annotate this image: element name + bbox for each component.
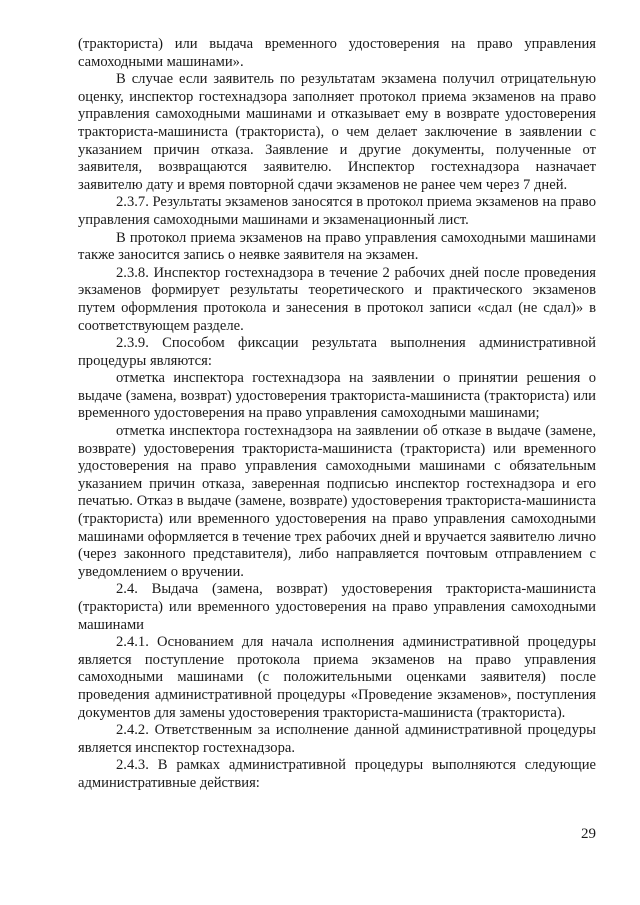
paragraph-mark-refusal: отметка инспектора гостехнадзора на заявлении об отказе в выдаче (замене, возврате) удостоверения тракториста-машиниста (тракториста) или временного удостоверения на право управления самоходными машинами с обязательным указанием причин отказа, заверенная подписью инспектор гостехнадзора и его печатью. Отказ в выдаче (замене, возврате) удостоверения тракториста-машиниста (тракториста) или временного удостоверения на право управления самоходными машинами оформляется в течение трех рабочих дней и вручается заявителю лично (через законного представителя), либо направляется почтовым отправлением с уведомлением о вручении.: [78, 423, 596, 580]
paragraph-2-4: 2.4. Выдача (замена, возврат) удостоверения тракториста-машиниста (тракториста) или временного удостоверения на право управления самоходными машинами: [78, 581, 596, 633]
page-number: 29: [581, 826, 596, 842]
paragraph-2-4-1: 2.4.1. Основанием для начала исполнения административной процедуры является поступление протокола приема экзаменов на право управления самоходными машинами (с положительными оценками заявителя) после проведения административной процедуры «Проведение экзаменов», поступления документов для замены удостоверения тракториста-машиниста (тракториста).: [78, 634, 596, 721]
paragraph-2-4-2: 2.4.2. Ответственным за исполнение данной административной процедуры является инспектор гостехнадзора.: [78, 722, 596, 756]
paragraph-2-3-8: 2.3.8. Инспектор гостехнадзора в течение 2 рабочих дней после проведения экзаменов формирует результаты теоретического и практического экзаменов путем оформления протокола и занесения в протокол записи «сдал (не сдал)» в соответствующем разделе.: [78, 264, 596, 334]
paragraph-continuation: (тракториста) или выдача временного удостоверения на право управления самоходными машинами».: [78, 36, 596, 70]
paragraph-2-3-9: 2.3.9. Способом фиксации результата выполнения административной процедуры являются:: [78, 335, 596, 369]
paragraph-mark-decision: отметка инспектора гостехнадзора на заявлении о принятии решения о выдаче (замена, возврат) удостоверения тракториста-машиниста (тракториста) или временного удостоверения на право управления самоходными машинами;: [78, 370, 596, 422]
paragraph-negative-result: В случае если заявитель по результатам экзамена получил отрицательную оценку, инспектор гостехнадзора заполняет протокол приема экзаменов на право управления самоходными машинами и отказывает ему в возврате удостоверения тракториста-машиниста (тракториста), о чем делает заключение в заявлении с указанием причин отказа. Заявление и другие документы, полученные от заявителя, возвращаются заявителю. Инспектор гостехнадзора назначает заявителю дату и время повторной сдачи экзаменов не ранее чем через 7 дней.: [78, 71, 596, 193]
paragraph-2-3-7: 2.3.7. Результаты экзаменов заносятся в протокол приема экзаменов на право управления самоходными машинами и экзаменационный лист.: [78, 194, 596, 228]
paragraph-2-4-3: 2.4.3. В рамках административной процедуры выполняются следующие административные действия:: [78, 757, 596, 791]
paragraph-absence-record: В протокол приема экзаменов на право управления самоходными машинами также заносится запись о неявке заявителя на экзамен.: [78, 229, 596, 264]
